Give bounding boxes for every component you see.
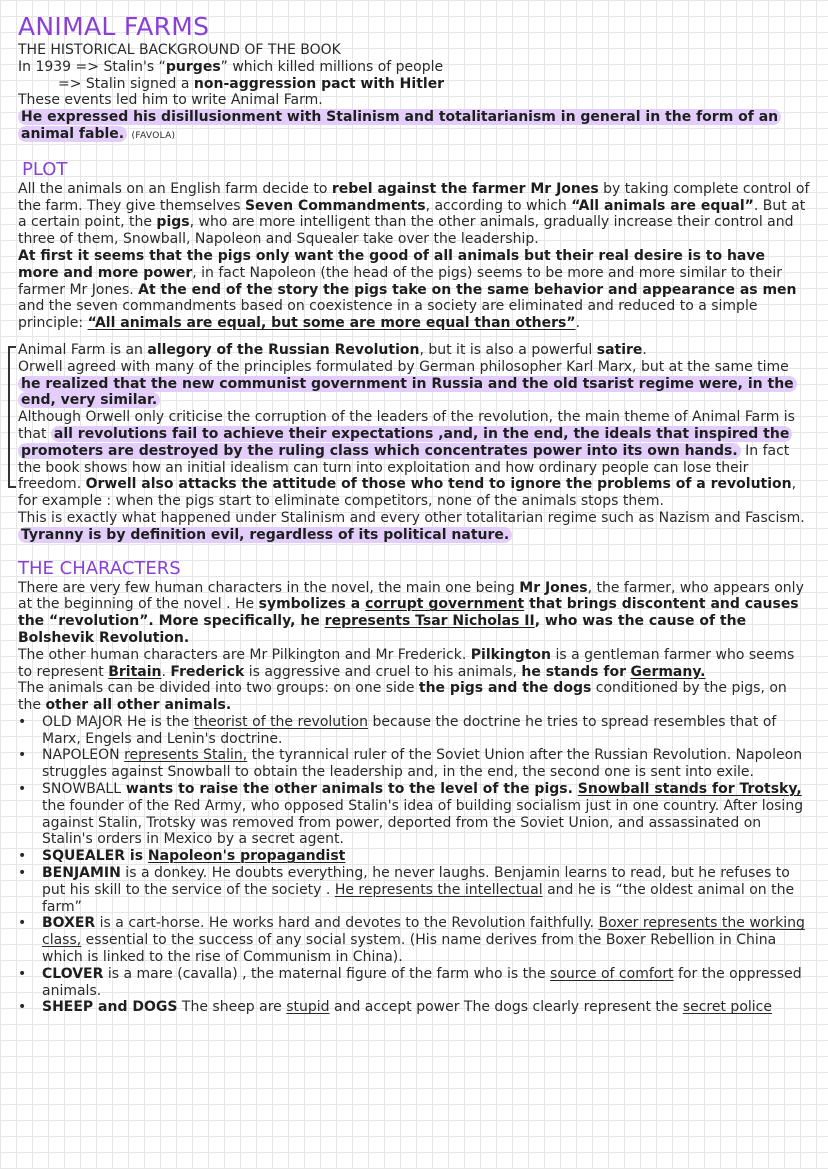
list-item: • BOXER is a cart-horse. He works hard and devotes to the Revolution faithfully. Boxer represents the working class, essential to the success of any social system. (His name derives from the Boxer Rebellion in China which is linked to the rise of Communism in China). xyxy=(18,915,810,965)
list-item: • OLD MAJOR He is the theorist of the revolution because the doctrine he tries to spread resembles that of Marx, Engels and Lenin's doctrine. xyxy=(18,714,810,748)
character-list xyxy=(18,714,810,1016)
plot-paragraph-3: Animal Farm is an allegory of the Russian Revolution, but it is also a powerful satire. Orwell agreed with many of the principles formulated by German philosopher Karl Marx, but at the same time he realized that the new communist government in Russia and the old tsarist regime were, in the end, very similar. Although Orwell only criticise the corruption of the leaders of the revolution, the main theme of Animal Farm is that all revolutions fail to achieve their expectations ,and, in the end, the ideals that inspired the promoters are destroyed by the ruling class which concentrates power into its own hands. In fact the book shows how an initial idealism can turn into exploitation and how ordinary people can lose their freedom. Orwell also attacks the attitude of those who tend to ignore the problems of a revolution, for example : when the pigs start to eliminate competitors, none of the animals stops them. xyxy=(18,341,797,510)
list-item: • SHEEP and DOGS The sheep are stupid and accept power The dogs clearly represent the secret police xyxy=(18,999,810,1016)
list-item: • SQUEALER is Napoleon's propagandist xyxy=(18,848,810,865)
background-line-3: These events led him to write Animal Farm. xyxy=(18,92,323,109)
revolution-bracket-block xyxy=(18,342,810,544)
plot-paragraph-1: All the animals on an English farm decide to rebel against the farmer Mr Jones by taking complete control of the farm. They give themselves Seven Commandments, according to which “All animals are equal”. But at a certain point, the pigs, who are more intelligent than the other animals, gradually increase their control and three of them, Snowball, Napoleon and Squealer take over the leadership. xyxy=(18,180,810,248)
notes-page xyxy=(18,12,810,1016)
page-title: ANIMAL FARMS xyxy=(18,12,210,41)
plot-paragraph-2: At first it seems that the pigs only want the good of all animals but their real desire is to have more and more power, in fact Napoleon (the head of the pigs) seems to be more and more similar to their farmer Mr Jones. At the end of the story the pigs take on the same behavior and appearance as men and the seven commandments based on coexistence in a society are eliminated and reduced to a simple principle: “All animals are equal, but some are more equal than others”. xyxy=(18,247,797,332)
characters-paragraph-3: The animals can be divided into two groups: on one side the pigs and the dogs conditioned by the pigs, on the other all other animals. xyxy=(18,680,787,714)
characters-heading: THE CHARACTERS xyxy=(18,557,181,579)
list-item: • NAPOLEON represents Stalin, the tyrannical ruler of the Soviet Union after the Russian Revolution. Napoleon struggles against Snowball to obtain the leadership and, in the end, the second one is sent into exile. xyxy=(18,747,810,781)
characters-paragraph-1: There are very few human characters in the novel, the main one being Mr Jones, the farmer, who appears only at the beginning of the novel . He symbolizes a corrupt government that brings discontent and causes the “revolution”. More specifically, he represents Tsar Nicholas II, who was the cause of the Bolshevik Revolution. xyxy=(18,579,804,646)
favola-note: (FAVOLA) xyxy=(131,130,176,141)
background-line-2: => Stalin signed a non-aggression pact with Hitler xyxy=(58,75,445,92)
list-item: • CLOVER is a mare (cavalla) , the maternal figure of the farm who is the source of comfort for the oppressed animals. xyxy=(18,966,810,1000)
background-highlight: He expressed his disillusionment with Stalinism and totalitarianism in general in the form of an animal fable. (FAVOLA) xyxy=(18,109,810,145)
list-item: • SNOWBALL wants to raise the other animals to the level of the pigs. Snowball stands for Trotsky, the founder of the Red Army, who opposed Stalin's idea of building socialism just in one country. After losing against Stalin, Trotsky was removed from power, deported from the Soviet Union, and assassinated on Stalin's orders in Mexico by a secret agent. xyxy=(18,781,810,848)
list-item: • BENJAMIN is a donkey. He doubts everything, he never laughs. Benjamin learns to read, but he refuses to put his skill to the service of the society . He represents the intellectual and he is “the oldest animal on the farm” xyxy=(18,865,810,915)
background-line-1: In 1939 => Stalin's “purges” which killed millions of people xyxy=(18,58,444,75)
plot-heading: PLOT xyxy=(22,158,68,180)
characters-paragraph-2: The other human characters are Mr Pilkington and Mr Frederick. Pilkington is a gentleman farmer who seems to represent Britain. Frederick is aggressive and cruel to his animals, he stands for Germany. xyxy=(18,646,795,680)
plot-paragraph-5: Tyranny is by definition evil, regardless of its political nature. xyxy=(18,527,810,544)
background-heading: THE HISTORICAL BACKGROUND OF THE BOOK xyxy=(18,42,341,58)
plot-paragraph-4: This is exactly what happened under Stalinism and every other totalitarian regime such as Nazism and Fascism. xyxy=(18,509,805,526)
